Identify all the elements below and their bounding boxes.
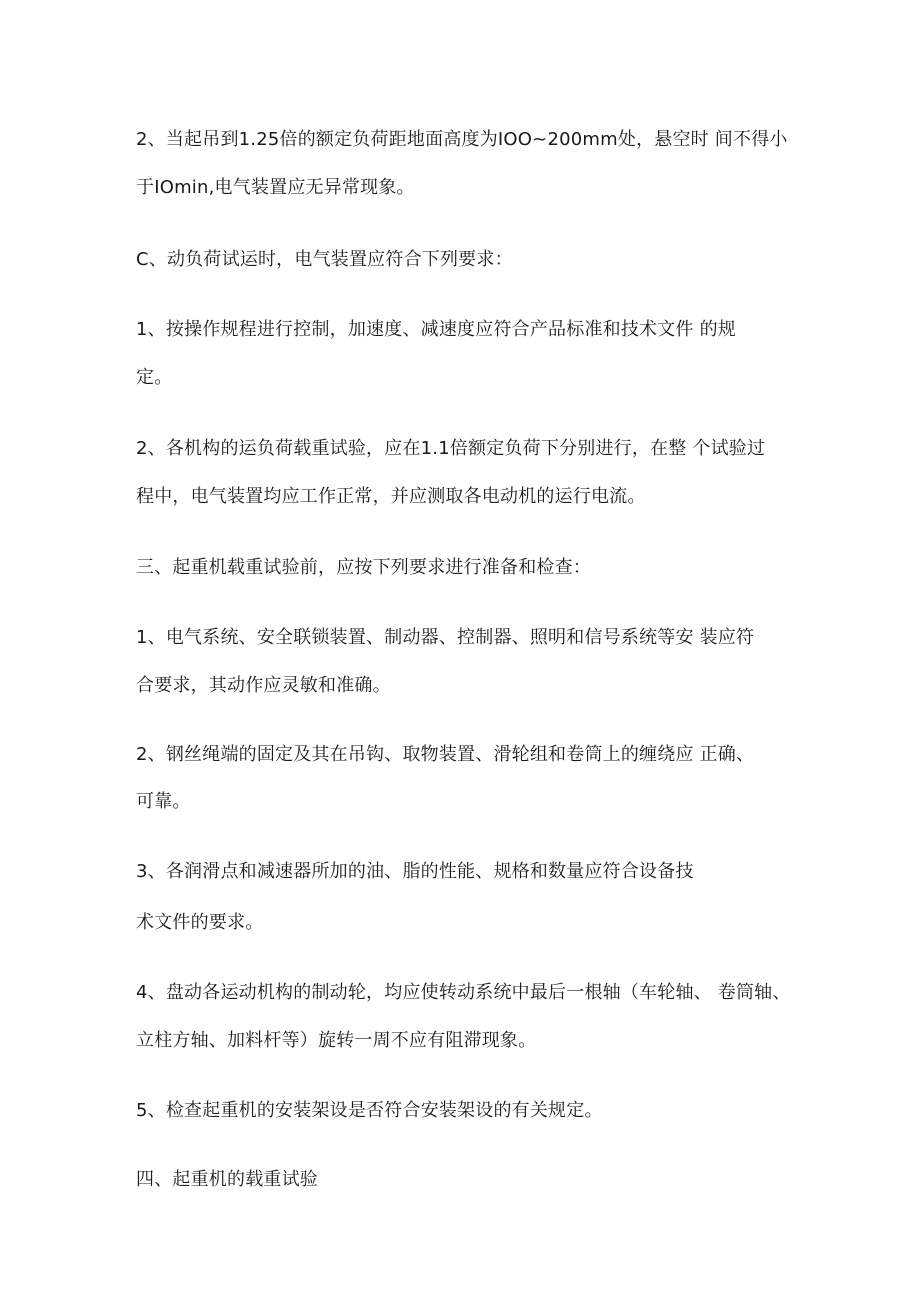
text-line-4: 1、按操作规程进行控制，加速度、减速度应符合产品标准和技术文件 的规 [136,319,736,340]
text-line-2: 于IOmin,电气装置应无异常现象。 [136,177,415,198]
text-line-18: 四、起重机的载重试验 [136,1169,318,1190]
text-line-6: 2、各机构的运负荷载重试验，应在1.1倍额定负荷下分别进行，在整 个试验过 [136,438,766,459]
text-line-7: 程中，电气装置均应工作正常，并应测取各电动机的运行电流。 [136,486,646,507]
text-line-13: 3、各润滑点和减速器所加的油、脂的性能、规格和数量应符合设备技 [136,861,694,882]
text-line-17: 5、检查起重机的安装架设是否符合安装架设的有关规定。 [136,1100,603,1121]
text-line-1: 2、当起吊到1.25倍的额定负荷距地面高度为IOO~200mm处，悬空时 间不得小 [136,129,788,150]
text-line-8: 三、起重机载重试验前，应按下列要求进行准备和检查： [136,557,591,578]
text-line-3: C、动负荷试运时，电气装置应符合下列要求： [136,249,513,270]
text-line-12: 可靠。 [136,791,191,812]
text-line-11: 2、钢丝绳端的固定及其在吊钩、取物装置、滑轮组和卷筒上的缠绕应 正确、 [136,744,755,765]
text-line-15: 4、盘动各运动机构的制动轮，均应使转动系统中最后一根轴（车轮轴、 卷筒轴、 [136,982,791,1003]
text-line-5: 定。 [136,367,173,388]
text-line-16: 立柱方轴、加料杆等）旋转一周不应有阻滞现象。 [136,1030,537,1051]
text-line-14: 术文件的要求。 [136,912,264,933]
text-line-9: 1、电气系统、安全联锁装置、制动器、控制器、照明和信号系统等安 装应符 [136,627,755,648]
text-line-10: 合要求，其动作应灵敏和准确。 [136,675,391,696]
